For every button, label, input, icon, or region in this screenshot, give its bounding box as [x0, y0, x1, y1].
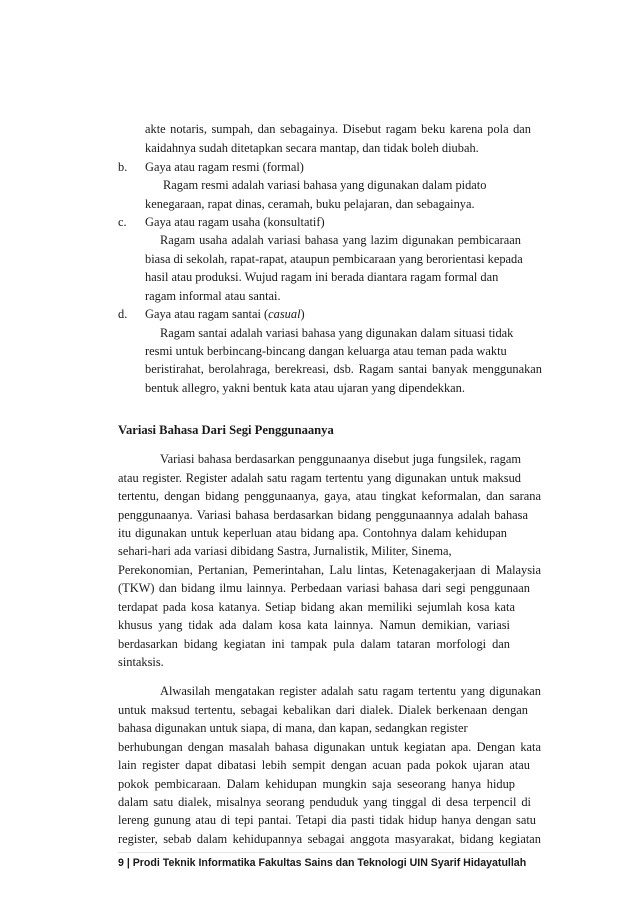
paragraph-line: untuk maksud tertentu, sebagai kebalikan dari dialek. Dialek berkenaan dengan: [118, 703, 528, 717]
paragraph-line: register, sebab dalam kehidupannya sebagai anggota masyarakat, bidang kegiatan: [118, 832, 541, 846]
list-marker-c: c.: [118, 215, 127, 229]
list-item-c-line: ragam informal atau santai.: [145, 289, 281, 303]
list-continuation-line: kaidahnya sudah ditetapkan secara mantap, dan tidak boleh diubah.: [145, 141, 479, 155]
paragraph-line: itu digunakan untuk keperluan atau bidang apa. Contohnya dalam kehidupan: [118, 526, 507, 540]
paragraph-line: berdasarkan bidang kegiatan ini tampak pula dalam tataran morfologi dan: [118, 637, 510, 651]
footer-divider: [118, 852, 521, 853]
list-item-d-line: bentuk allegro, yakni bentuk kata atau ujaran yang dipendekkan.: [145, 381, 465, 395]
list-item-d-line: beristirahat, berolahraga, berekreasi, dsb. Ragam santai banyak menggunakan: [145, 362, 542, 376]
paragraph-line: (TKW) dan bidang ilmu lainnya. Perbedaan variasi bahasa dari segi penggunaan: [118, 581, 530, 595]
list-marker-b: b.: [118, 160, 128, 174]
paragraph-line: bahasa digunakan untuk siapa, di mana, dan kapan, sedangkan register: [118, 721, 468, 735]
list-item-b-line: kenegaraan, rapat dinas, ceramah, buku pelajaran, dan sebagainya.: [145, 197, 475, 211]
paragraph-line: pokok pembicaraan. Dalam kehidupan mungkin saja seseorang hanya hidup: [118, 777, 515, 791]
paragraph-line: khusus yang tidak ada dalam kosa kata lainnya. Namun demikian, variasi: [118, 618, 510, 632]
list-item-c-title: Gaya atau ragam usaha (konsultatif): [145, 215, 325, 229]
paragraph-line: berhubungan dengan masalah bahasa digunakan untuk kegiatan apa. Dengan kata: [118, 740, 541, 754]
list-item-d-line: resmi untuk berbincang-bincang dangan keluarga atau teman pada waktu: [145, 344, 507, 358]
section-heading: Variasi Bahasa Dari Segi Penggunaanya: [118, 423, 334, 437]
paragraph-line: lereng gunung atau di tepi pantai. Tetapi dia pasti tidak hidup hanya dengan satu: [118, 813, 536, 827]
paragraph-line: sehari-hari ada variasi dibidang Sastra, Jurnalistik, Militer, Sinema,: [118, 544, 452, 558]
list-marker-d: d.: [118, 307, 128, 321]
paragraph-line: Alwasilah mengatakan register adalah satu ragam tertentu yang digunakan: [160, 684, 541, 698]
list-item-c-line: biasa di sekolah, rapat-rapat, ataupun pembicaraan yang berorientasi kepada: [145, 252, 523, 266]
list-continuation-line: akte notaris, sumpah, dan sebagainya. Disebut ragam beku karena pola dan: [145, 122, 531, 136]
paragraph-line: sintaksis.: [118, 655, 164, 669]
list-item-c-line: hasil atau produksi. Wujud ragam ini berada diantara ragam formal dan: [145, 270, 499, 284]
paragraph-line: terdapat pada kosa katanya. Setiap bidang akan memiliki sejumlah kosa kata: [118, 600, 515, 614]
list-item-b-line: Ragam resmi adalah variasi bahasa yang digunakan dalam pidato: [163, 178, 487, 192]
list-item-b-title: Gaya atau ragam resmi (formal): [145, 160, 304, 174]
paragraph-line: atau register. Register adalah satu ragam tertentu yang digunakan untuk maksud: [118, 471, 521, 485]
page-footer: 9 | Prodi Teknik Informatika Fakultas Sains dan Teknologi UIN Syarif Hidayatullah: [118, 857, 527, 869]
list-item-d-line: Ragam santai adalah variasi bahasa yang digunakan dalam situasi tidak: [160, 326, 514, 340]
paragraph-line: Perekonomian, Pertanian, Pemerintahan, Lalu lintas, Ketenagakerjaan di Malaysia: [118, 563, 541, 577]
paragraph-line: penggunaanya. Variasi bahasa berdasarkan bidang penggunaannya adalah bahasa: [118, 508, 528, 522]
italic-term: casual: [268, 307, 301, 321]
paragraph-line: tertentu, dengan bidang penggunaanya, gaya, atau tingkat keformalan, dan sarana: [118, 489, 541, 503]
paragraph-line: Variasi bahasa berdasarkan penggunaanya disebut juga fungsilek, ragam: [160, 452, 521, 466]
list-item-c-line: Ragam usaha adalah variasi bahasa yang lazim digunakan pembicaraan: [160, 233, 521, 247]
paragraph-line: lain register dapat dibatasi lebih sempit dengan acuan pada pokok ujaran atau: [118, 758, 530, 772]
paragraph-line: dalam satu dialek, misalnya seorang penduduk yang tinggal di desa terpencil di: [118, 795, 531, 809]
list-item-d-title: Gaya atau ragam santai (casual): [145, 307, 305, 321]
